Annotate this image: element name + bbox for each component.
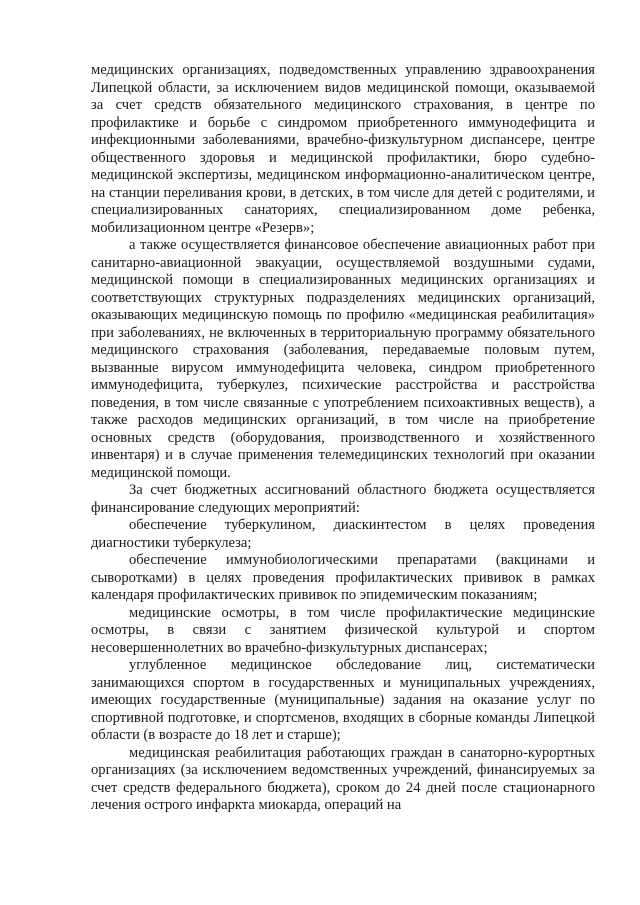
document-page [91, 62, 595, 815]
paragraph: углубленное медицинское обследование лиц, систематически занимающихся спортом в государственных и муниципальных учреждениях, имеющих государственные (муниципальные) задания на оказание услуг по спортивной подготовке, и спортсменов, входящих в сборные команды Липецкой области (в возрасте до 18 лет и старше); [91, 657, 595, 743]
paragraph: обеспечение туберкулином, диаскинтестом в целях проведения диагностики туберкулеза; [91, 517, 595, 551]
paragraph: медицинских организациях, подведомственных управлению здравоохранения Липецкой области, за исключением видов медицинской помощи, оказываемой за счет средств обязательного медицинского страхования, в центре по профилактике и борьбе с синдромом приобретенного иммунодефицита и инфекционными заболеваниями, врачебно-физкультурном диспансере, центре общественного здоровья и медицинской профилактики, бюро судебно-медицинской экспертизы, медицинском информационно-аналитическом центре, на станции переливания крови, в детских, в том числе для детей с родителями, и специализированных санаториях, специализированном доме ребенка, мобилизационном центре «Резерв»; [91, 62, 595, 236]
paragraph: обеспечение иммунобиологическими препаратами (вакцинами и сыворотками) в целях проведения профилактических прививок в рамках календаря профилактических прививок по эпидемическим показаниям; [91, 552, 595, 603]
paragraph: За счет бюджетных ассигнований областного бюджета осуществляется финансирование следующих мероприятий: [91, 482, 595, 516]
paragraph: а также осуществляется финансовое обеспечение авиационных работ при санитарно-авиационной эвакуации, осуществляемой воздушными судами, медицинской помощи в специализированных медицинских организациях и соответствующих структурных подразделениях медицинских организаций, оказывающих медицинскую помощь по профилю «медицинская реабилитация» при заболеваниях, не включенных в территориальную программу обязательного медицинского страхования (заболевания, передаваемые половым путем, вызванные вирусом иммунодефицита человека, синдром приобретенного иммунодефицита, туберкулез, психические расстройства и расстройства поведения, в том числе связанные с употреблением психоактивных веществ), а также расходов медицинских организаций, в том числе на приобретение основных средств (оборудования, производственного и хозяйственного инвентаря) и в случае применения телемедицинских технологий при оказании медицинской помощи. [91, 237, 595, 481]
paragraph: медицинские осмотры, в том числе профилактические медицинские осмотры, в связи с занятием физической культурой и спортом несовершеннолетних во врачебно-физкультурных диспансерах; [91, 604, 595, 656]
paragraph: медицинская реабилитация работающих граждан в санаторно-курортных организациях (за исключением ведомственных учреждений, финансируемых за счет средств федерального бюджета), сроком до 24 дней после стационарного лечения острого инфаркта миокарда, операций на [91, 744, 595, 813]
